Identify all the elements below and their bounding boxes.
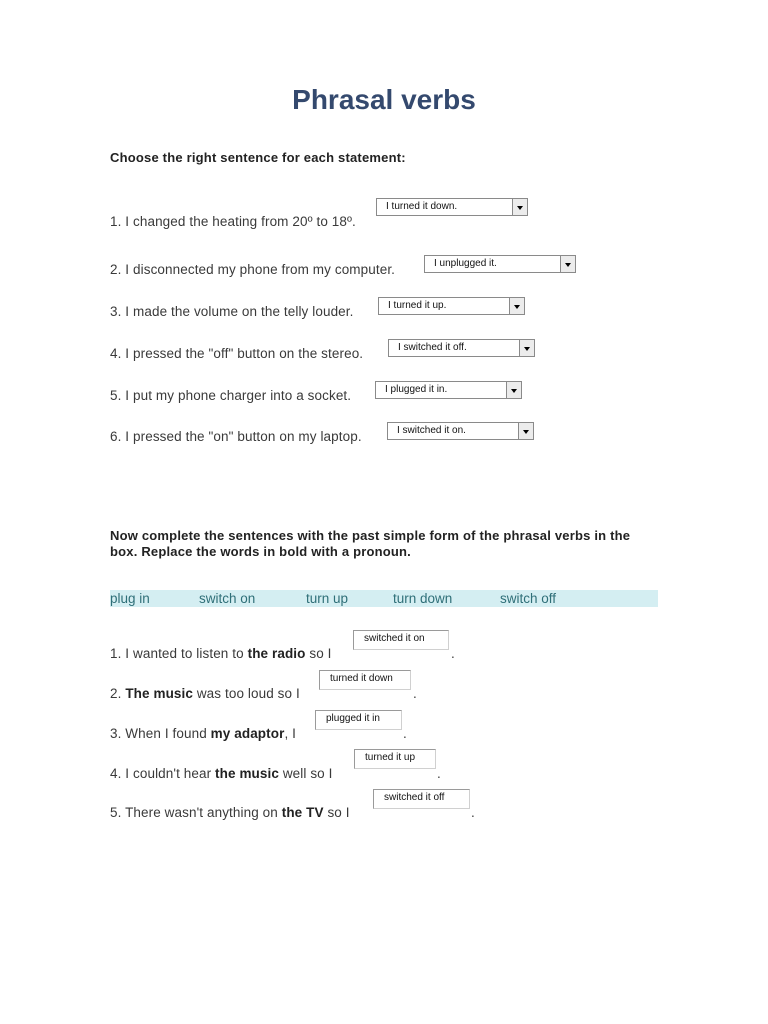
select-value: I turned it down. bbox=[386, 201, 458, 212]
answer-field-4[interactable] bbox=[354, 749, 436, 769]
bold-phrase: the music bbox=[215, 766, 279, 781]
section1-instruction: Choose the right sentence for each statement: bbox=[110, 150, 406, 165]
answer-select-2[interactable] bbox=[424, 255, 576, 273]
answer-select-6[interactable] bbox=[387, 422, 534, 440]
sentence-text: , I bbox=[284, 726, 297, 741]
sentence-text: 5. There wasn't anything on bbox=[110, 805, 282, 820]
answer-field-3[interactable] bbox=[315, 710, 402, 730]
select-value: I unplugged it. bbox=[434, 258, 497, 269]
statement-3: 3. I made the volume on the telly louder. bbox=[110, 304, 354, 319]
sentence-text: 1. I wanted to listen to bbox=[110, 646, 248, 661]
answer-select-5[interactable] bbox=[375, 381, 522, 399]
sentence-end: . bbox=[413, 686, 417, 701]
sentence-4 bbox=[110, 766, 333, 781]
word-item: turn up bbox=[306, 591, 349, 606]
field-value: plugged it in bbox=[326, 713, 380, 724]
answer-select-1[interactable] bbox=[376, 198, 528, 216]
chevron-down-icon[interactable] bbox=[560, 255, 576, 273]
chevron-down-icon[interactable] bbox=[512, 198, 528, 216]
answer-field-2[interactable] bbox=[319, 670, 411, 690]
select-value: I plugged it in. bbox=[385, 384, 448, 395]
answer-select-4[interactable] bbox=[388, 339, 535, 357]
answer-field-1[interactable] bbox=[353, 630, 449, 650]
statement-4: 4. I pressed the "off" button on the stereo. bbox=[110, 346, 364, 361]
field-value: switched it on bbox=[364, 633, 425, 644]
statement-6: 6. I pressed the "on" button on my laptop. bbox=[110, 429, 362, 444]
sentence-text: was too loud so I bbox=[192, 686, 300, 701]
sentence-end: . bbox=[471, 805, 475, 820]
bold-phrase: the TV bbox=[281, 805, 324, 820]
page-title: Phrasal verbs bbox=[292, 84, 476, 115]
answer-select-3[interactable] bbox=[378, 297, 525, 315]
select-value: I turned it up. bbox=[388, 300, 447, 311]
sentence-text: 3. When I found bbox=[110, 726, 211, 741]
sentence-text: well so I bbox=[278, 766, 333, 781]
section2-instruction: Now complete the sentences with the past simple form of the phrasal verbs in the box. Replace the words in bold with a pronoun. bbox=[110, 528, 631, 559]
field-value: turned it down bbox=[330, 673, 393, 684]
statement-5: 5. I put my phone charger into a socket. bbox=[110, 388, 352, 403]
word-item: switch on bbox=[199, 591, 256, 606]
chevron-down-icon[interactable] bbox=[519, 339, 535, 357]
sentence-2 bbox=[110, 686, 300, 701]
field-value: turned it up bbox=[365, 752, 416, 763]
chevron-down-icon[interactable] bbox=[518, 422, 534, 440]
field-value: switched it off bbox=[384, 792, 445, 803]
sentence-end: . bbox=[437, 766, 441, 781]
sentence-end: . bbox=[451, 646, 455, 661]
sentence-text: so I bbox=[323, 805, 350, 820]
sentence-text: 4. I couldn't hear bbox=[110, 766, 216, 781]
word-box bbox=[110, 590, 658, 607]
word-item: turn down bbox=[393, 591, 453, 606]
select-value: I switched it off. bbox=[398, 342, 467, 353]
statement-1: 1. I changed the heating from 20º to 18º. bbox=[110, 214, 356, 229]
word-item: plug in bbox=[110, 591, 150, 606]
sentence-1 bbox=[110, 646, 332, 661]
statement-2: 2. I disconnected my phone from my computer. bbox=[110, 262, 396, 277]
sentence-text: so I bbox=[305, 646, 332, 661]
sentence-end: . bbox=[403, 726, 407, 741]
bold-phrase: The music bbox=[125, 686, 193, 701]
sentence-3 bbox=[110, 726, 296, 741]
bold-phrase: the radio bbox=[247, 646, 306, 661]
sentence-text: 2. bbox=[110, 686, 126, 701]
sentence-5 bbox=[110, 805, 350, 820]
select-value: I switched it on. bbox=[397, 425, 466, 436]
chevron-down-icon[interactable] bbox=[509, 297, 525, 315]
chevron-down-icon[interactable] bbox=[506, 381, 522, 399]
bold-phrase: my adaptor bbox=[210, 726, 285, 741]
answer-field-5[interactable] bbox=[373, 789, 470, 809]
word-item: switch off bbox=[500, 591, 557, 606]
